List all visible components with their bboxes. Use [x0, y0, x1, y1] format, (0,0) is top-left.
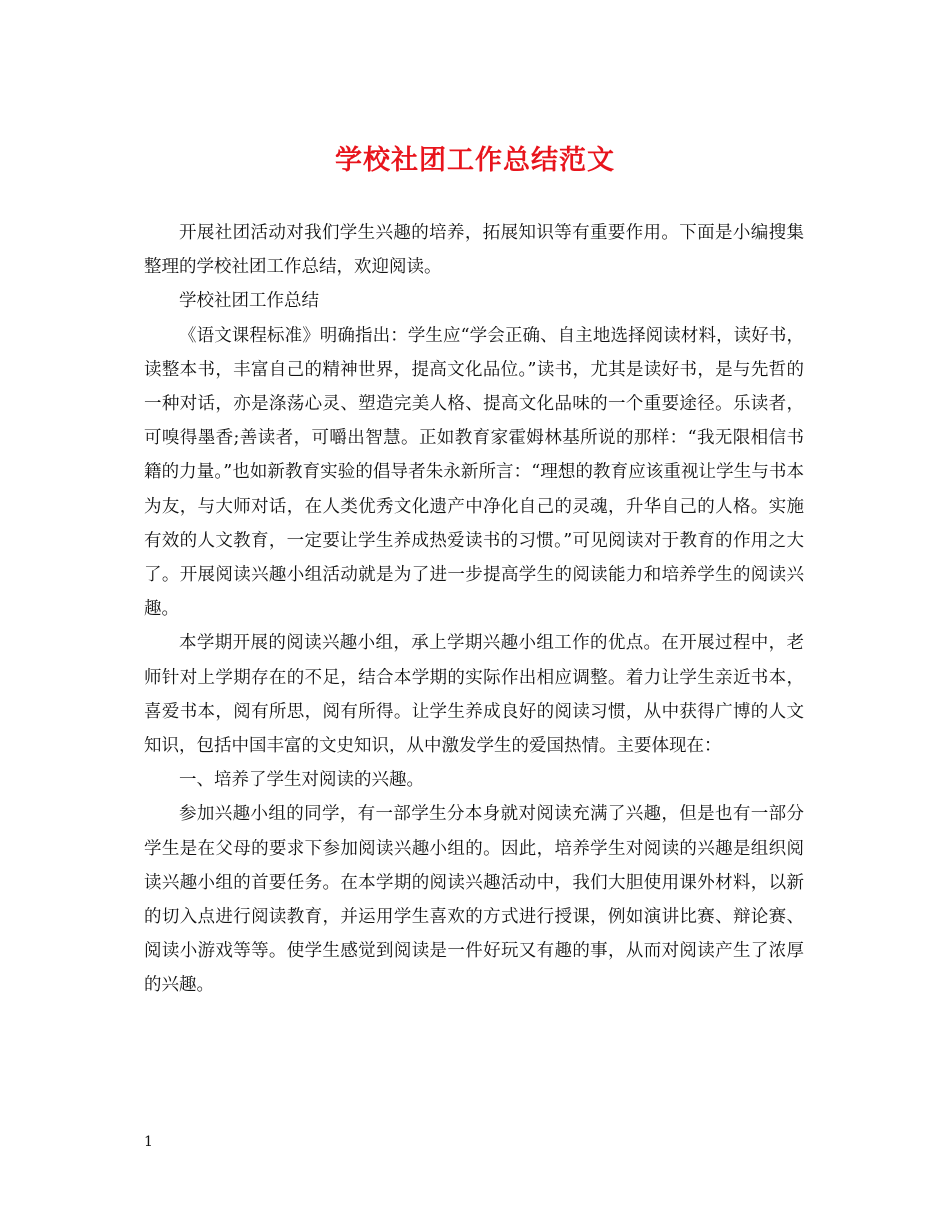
- paragraph-curriculum-standard: 《语文课程标准》明确指出：学生应“学会正确、自主地选择阅读材料，读好书，读整本书，丰富自己的精神世界，提高文化品位。”读书，尤其是读好书，是与先哲的一种对话，亦是涤荡心灵、塑造完美人格、提高文化品味的一个重要途径。乐读者，可嗅得墨香;善读者，可嚼出智慧。正如教育家霍姆林基所说的那样：“我无限相信书籍的力量。”也如新教育实验的倡导者朱永新所言：“理想的教育应该重视让学生与书本为友，与大师对话，在人类优秀文化遗产中净化自己的灵魂，升华自己的人格。实施有效的人文教育，一定要让学生养成热爱读书的习惯。”可见阅读对于教育的作用之大了。开展阅读兴趣小组活动就是为了进一步提高学生的阅读能力和培养学生的阅读兴趣。: [144, 325, 804, 620]
- document-title: 学校社团工作总结范文: [335, 145, 615, 176]
- page-number: 1: [144, 1134, 153, 1150]
- paragraph-intro: 开展社团活动对我们学生兴趣的培养，拓展知识等有重要作用。下面是小编搜集整理的学校社团工作总结，欢迎阅读。: [144, 223, 804, 278]
- paragraph-interest-cultivation: 参加兴趣小组的同学，有一部学生分本身就对阅读充满了兴趣，但是也有一部分学生是在父母的要求下参加阅读兴趣小组的。因此，培养学生对阅读的兴趣是组织阅读兴趣小组的首要任务。在本学期的阅读兴趣活动中，我们大胆使用课外材料，以新的切入点进行阅读教育，并运用学生喜欢的方式进行授课，例如演讲比赛、辩论赛、阅读小游戏等等。使学生感觉到阅读是一件好玩又有趣的事，从而对阅读产生了浓厚的兴趣。: [144, 804, 804, 996]
- paragraph-semester-group: 本学期开展的阅读兴趣小组，承上学期兴趣小组工作的优点。在开展过程中，老师针对上学期存在的不足，结合本学期的实际作出相应调整。着力让学生亲近书本，喜爱书本，阅有所思，阅有所得。让学生养成良好的阅读习惯，从中获得广博的人文知识，包括中国丰富的文史知识，从中激发学生的爱国热情。主要体现在：: [144, 633, 804, 757]
- document-body: [144, 216, 804, 1003]
- paragraph-section-heading-1: 一、培养了学生对阅读的兴趣。: [179, 770, 424, 791]
- paragraph-subtitle: 学校社团工作总结: [179, 291, 319, 312]
